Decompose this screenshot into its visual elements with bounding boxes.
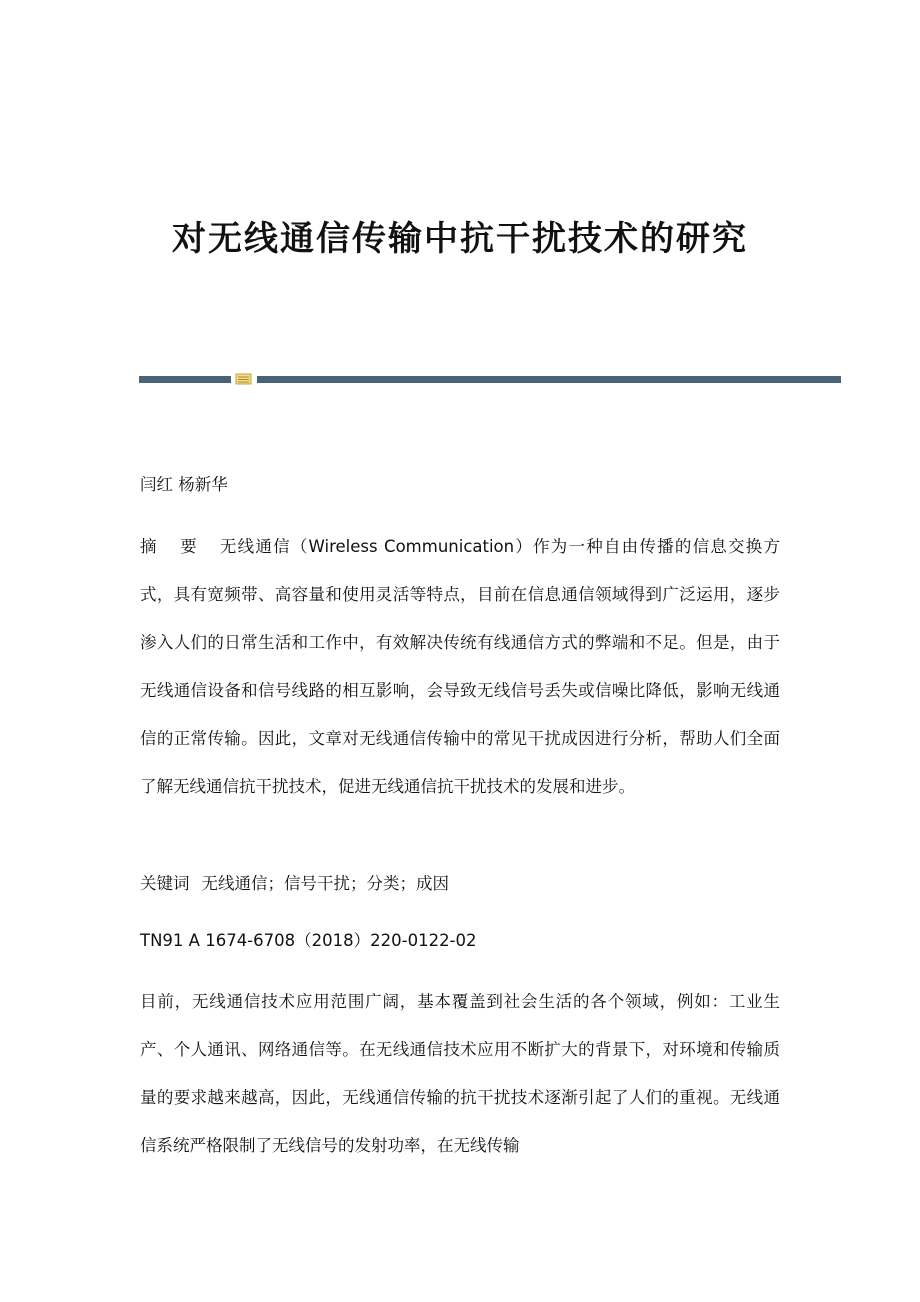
- abstract-label: 摘 要: [140, 537, 206, 556]
- title-divider: [139, 375, 841, 385]
- abstract-text: 无线通信（Wireless Communication）作为一种自由传播的信息交换方式，具有宽频带、高容量和使用灵活等特点，目前在信息通信领域得到广泛运用，逐步渗入人们的日常生活和工作中，有效解决传统有线通信方式的弊端和不足。但是，由于无线通信设备和信号线路的相互影响，会导致无线信号丢失或信噪比降低，影响无线通信的正常传输。因此，文章对无线通信传输中的常见干扰成因进行分析，帮助人们全面了解无线通信抗干扰技术，促进无线通信抗干扰技术的发展和进步。: [140, 537, 780, 796]
- keywords-label: 关键词: [140, 874, 190, 893]
- intro-paragraph: 目前，无线通信技术应用范围广阔，基本覆盖到社会生活的各个领域，例如：工业生产、个人通讯、网络通信等。在无线通信技术应用不断扩大的背景下，对环境和传输质量的要求越来越高，因此，无线通信传输的抗干扰技术逐渐引起了人们的重视。无线通信系统严格限制了无线信号的发射功率，在无线传输: [140, 992, 780, 1155]
- abstract: [140, 523, 780, 811]
- divider-bar-left: [139, 376, 231, 383]
- classification-code: TN91 A 1674-6708（2018）220-0122-02: [140, 931, 477, 950]
- authors: 闫红 杨新华: [140, 475, 228, 494]
- divider-ornament-icon: [235, 373, 252, 385]
- keywords: [140, 868, 780, 900]
- paper-title: 对无线通信传输中抗干扰技术的研究: [172, 219, 748, 259]
- keywords-text: 无线通信；信号干扰；分类；成因: [201, 874, 449, 893]
- divider-bar-right: [257, 376, 841, 383]
